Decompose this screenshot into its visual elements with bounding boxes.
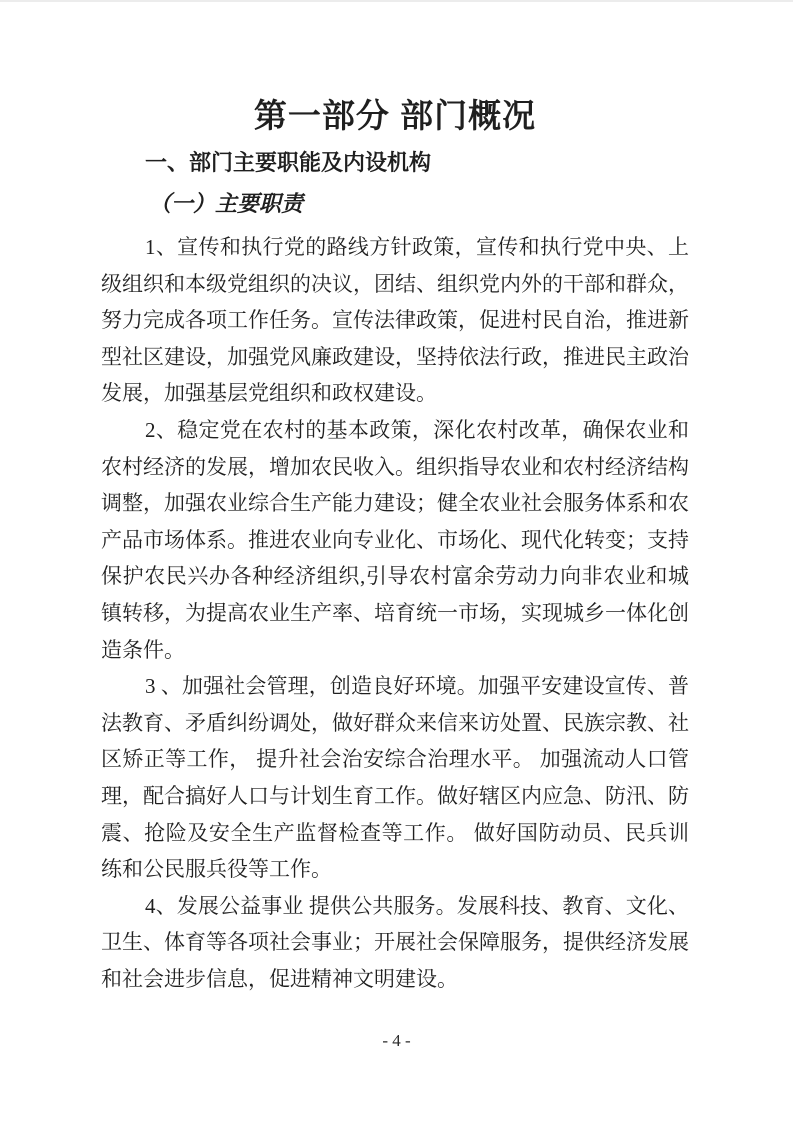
page-content <box>101 94 689 997</box>
section-heading: 一、部门主要职能及内设机构 <box>145 150 432 175</box>
scan-edge-line <box>0 0 793 2</box>
paragraph-1: 1、宣传和执行党的路线方针政策，宣传和执行党中央、上级组织和本级党组织的决议，团结、组织党内外的干部和群众，努力完成各项工作任务。宣传法律政策，促进村民自治，推进新型社区建设，加强党风廉政建设，坚持依法行政，推进民主政治发展，加强基层党组织和政权建设。 <box>101 235 689 406</box>
page-number: - 4 - <box>382 1031 411 1050</box>
paragraph-3: 3 、加强社会管理，创造良好环境。加强平安建设宣传、普法教育、矛盾纠纷调处，做好群众来信来访处置、民族宗教、社区矫正等工作， 提升社会治安综合治理水平。 加强流动人口管理，配合搞好人口与计划生育工作。做好辖区内应急、防汛、防震、抢险及安全生产监督检查等工作。 做好国防动员、民兵训练和公民服兵役等工作。 <box>101 674 689 882</box>
paragraph-4: 4、发展公益事业 提供公共服务。发展科技、教育、文化、卫生、体育等各项社会事业；开展社会保障服务，提供经济发展和社会进步信息，促进精神文明建设。 <box>101 893 689 991</box>
document-title: 第一部分 部门概况 <box>253 97 537 134</box>
subsection-heading: （一）主要职责 <box>149 191 304 216</box>
paragraph-2: 2、稳定党在农村的基本政策，深化农村改革，确保农业和农村经济的发展，增加农民收入。组织指导农业和农村经济结构调整，加强农业综合生产能力建设；健全农业社会服务体系和农产品市场体系。推进农业向专业化、市场化、现代化转变；支持保护农民兴办各种经济组织,引导农村富余劳动力向非农业和城镇转移，为提高农业生产率、培育统一市场，实现城乡一体化创造条件。 <box>101 417 689 662</box>
body-text <box>101 229 689 997</box>
